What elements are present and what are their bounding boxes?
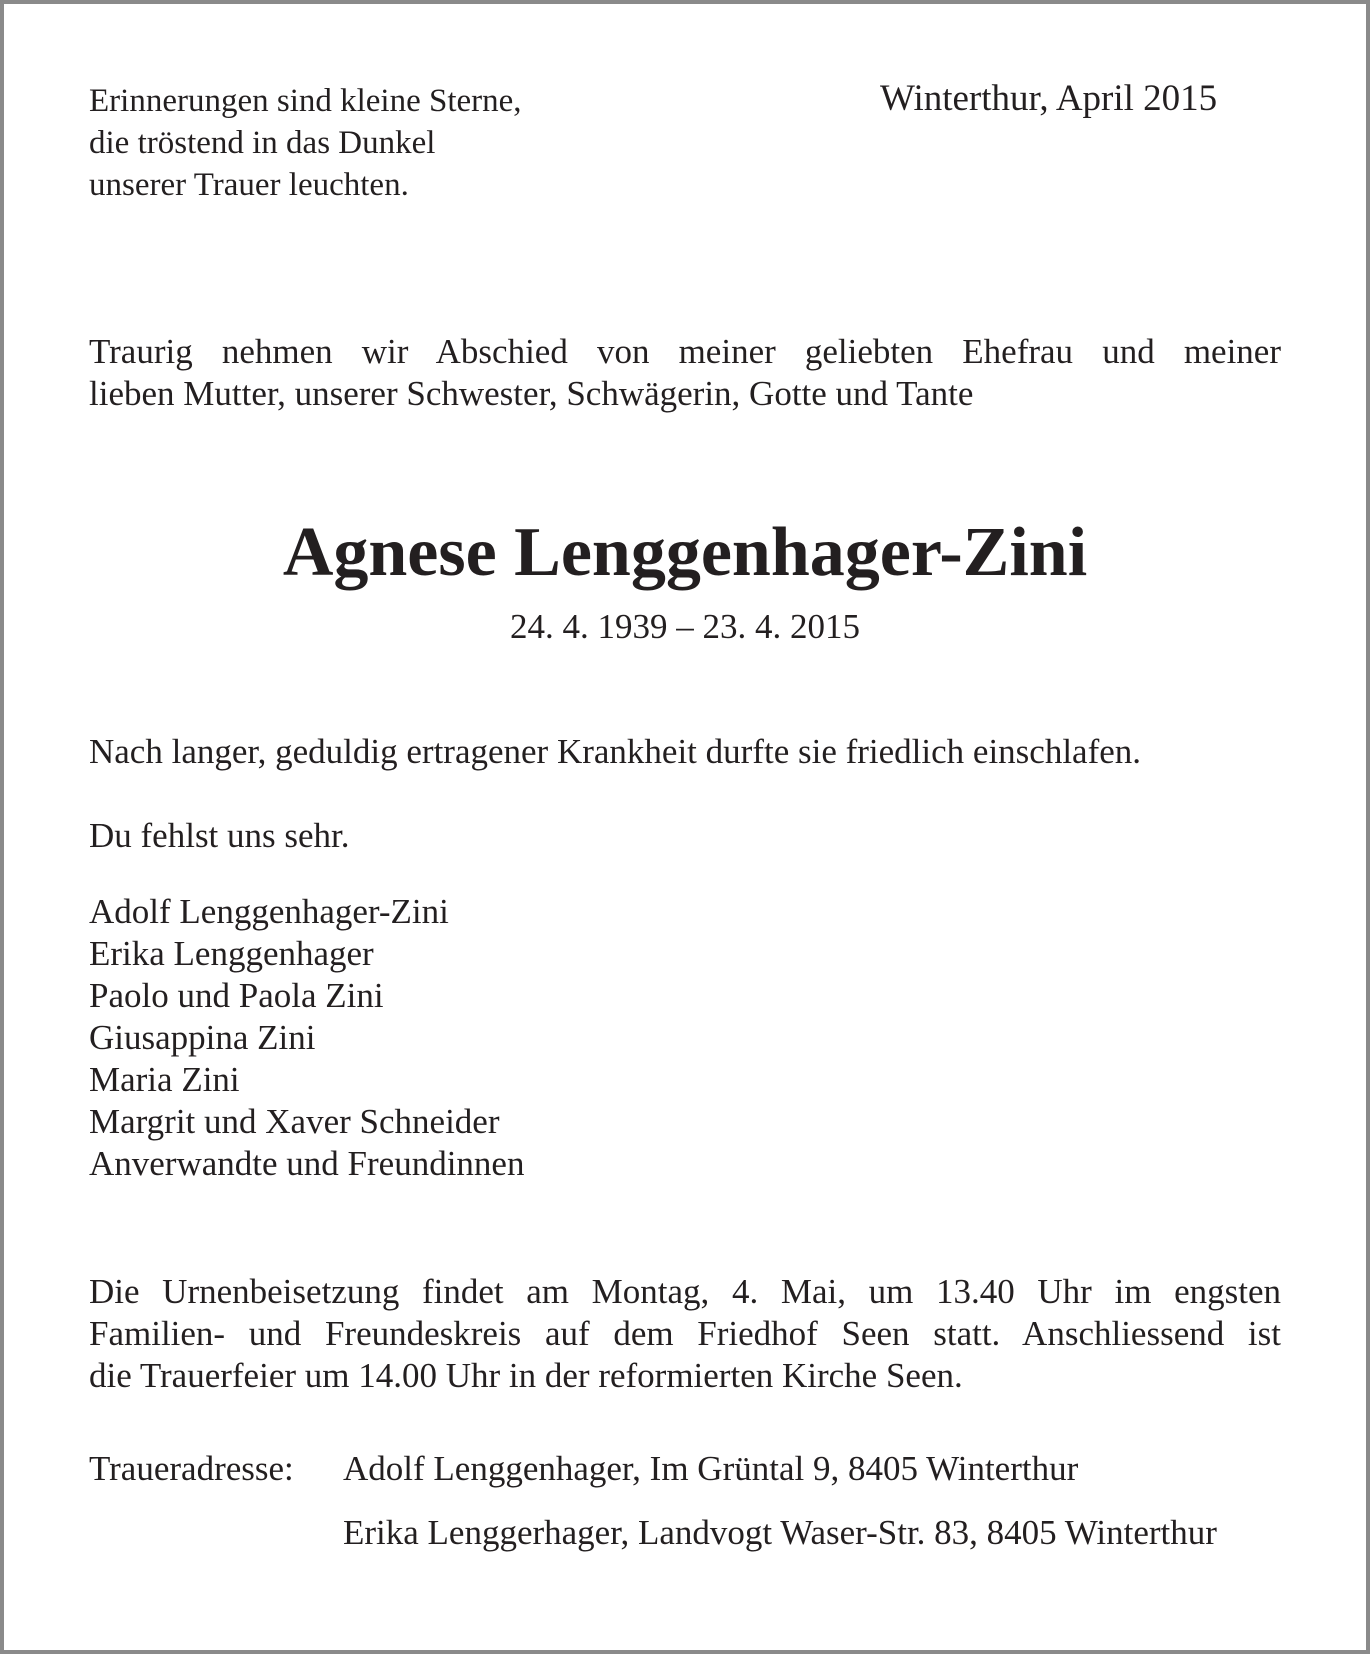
ceremony-line: die Trauerfeier um 14.00 Uhr in der reformierten Kirche Seen. [89, 1356, 963, 1395]
mourner-name: Anverwandte und Freundinnen [89, 1144, 525, 1183]
mourner-name: Adolf Lenggenhager-Zini [89, 892, 449, 931]
memorial-verse [89, 80, 522, 206]
mourner-name: Margrit und Xaver Schneider [89, 1102, 500, 1141]
farewell-intro [89, 331, 1281, 415]
verse-line: die tröstend in das Dunkel [89, 125, 436, 161]
deceased-name: Agnese Lenggenhager-Zini [282, 514, 1088, 591]
ceremony-line: Familien- und Freundeskreis auf dem Friedhof Seen statt. Anschliessend ist [89, 1314, 1281, 1353]
miss-text: Du fehlst uns sehr. [89, 816, 350, 855]
mourner-name: Paolo und Paola Zini [89, 976, 384, 1015]
mourner-name: Maria Zini [89, 1060, 240, 1099]
ceremony-info [89, 1271, 1281, 1397]
verse-line: unserer Trauer leuchten. [89, 167, 409, 203]
mourning-address: Erika Lenggerhager, Landvogt Waser-Str. 83, 8405 Winterthur [343, 1513, 1217, 1552]
place-date: Winterthur, April 2015 [880, 78, 1218, 119]
mourning-address: Adolf Lenggenhager, Im Grüntal 9, 8405 Winterthur [343, 1449, 1079, 1488]
intro-line: lieben Mutter, unserer Schwester, Schwägerin, Gotte und Tante [89, 374, 974, 413]
intro-line: Traurig nehmen wir Abschied von meiner geliebten Ehefrau und meiner [89, 332, 1281, 371]
illness-text: Nach langer, geduldig ertragener Krankheit durfte sie friedlich einschlafen. [89, 732, 1142, 771]
mourner-name: Giusappina Zini [89, 1018, 316, 1057]
ceremony-line: Die Urnenbeisetzung findet am Montag, 4. Mai, um 13.40 Uhr im engsten [89, 1272, 1281, 1311]
verse-line: Erinnerungen sind kleine Sterne, [89, 83, 522, 119]
mourner-name: Erika Lenggenhager [89, 934, 374, 973]
address-label: Traueradresse: [89, 1449, 294, 1488]
life-dates: 24. 4. 1939 – 23. 4. 2015 [510, 607, 860, 646]
mourners-list [89, 891, 524, 1185]
